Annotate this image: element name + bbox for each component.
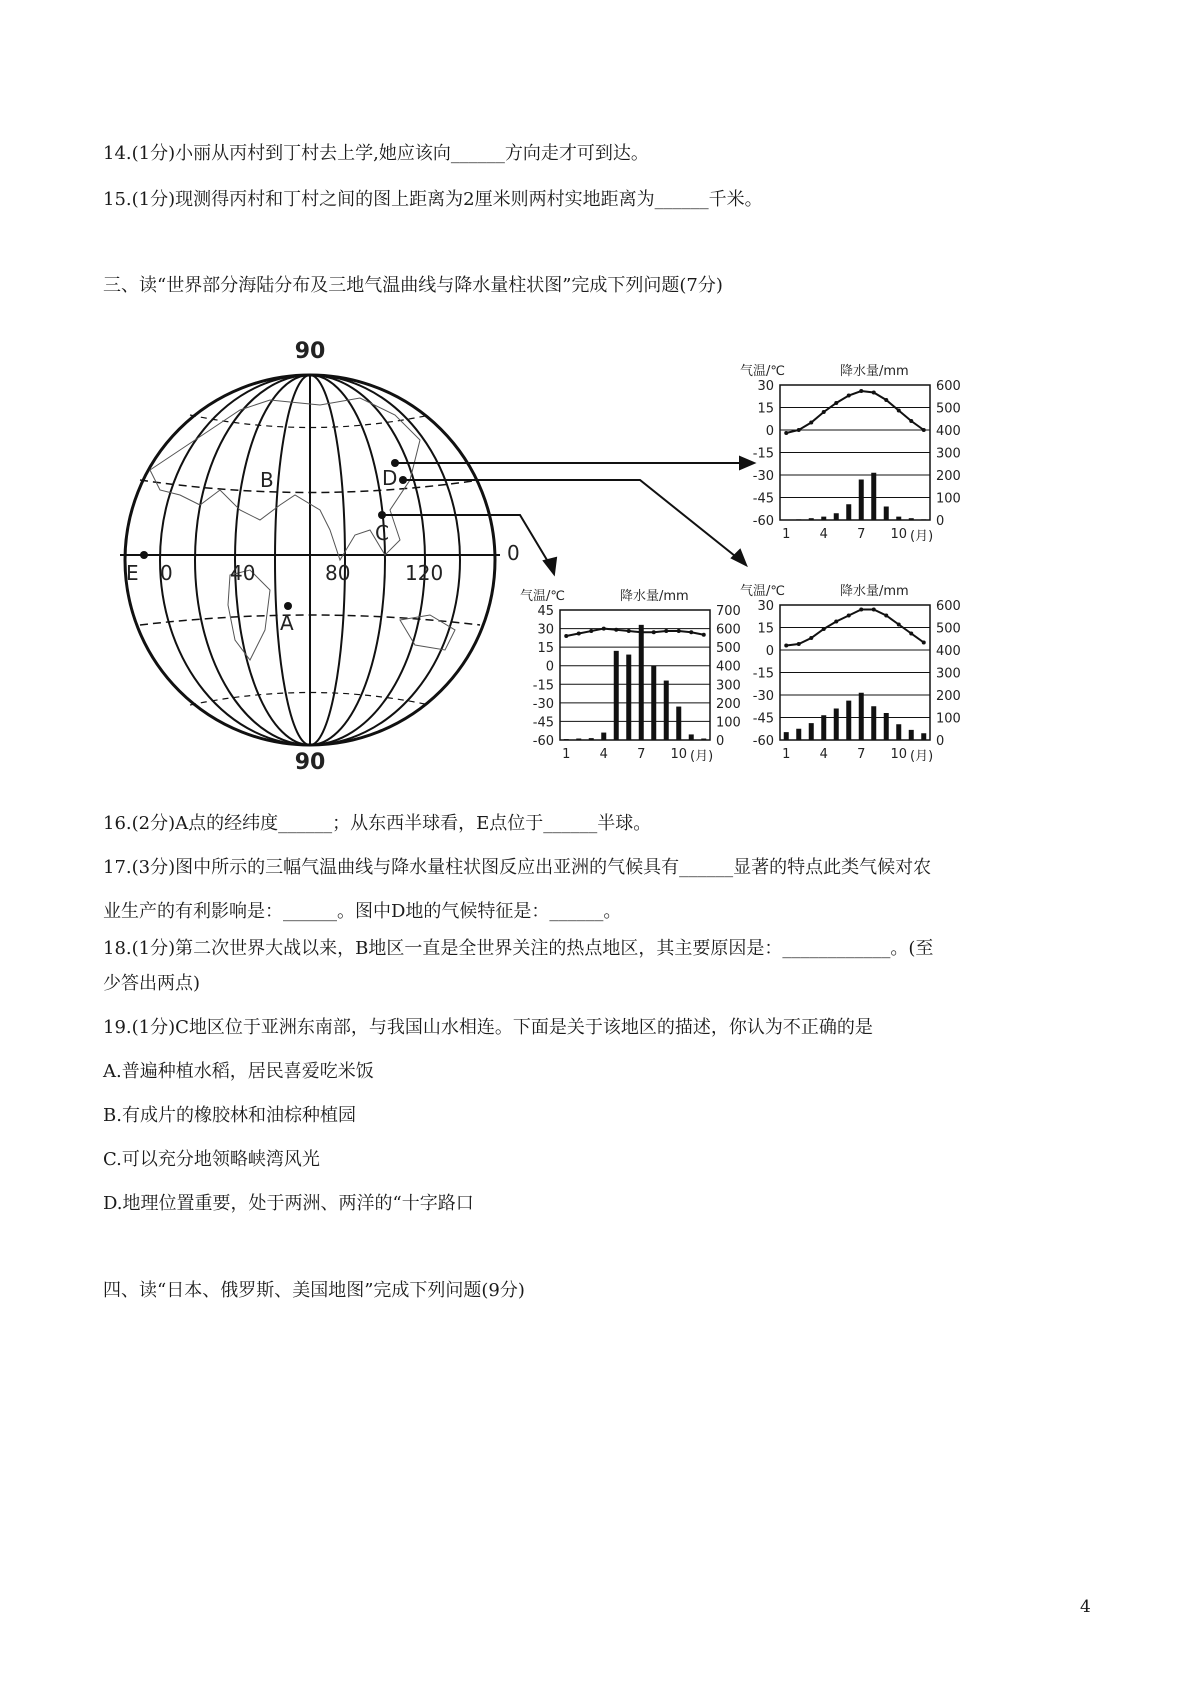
precipitation-bar <box>639 625 644 740</box>
month-tick-label: 1 <box>562 747 571 762</box>
precipitation-bar <box>576 739 581 740</box>
precipitation-tick-label: 500 <box>716 641 741 657</box>
temperature-point <box>822 627 826 631</box>
month-unit-label: (月) <box>910 749 934 764</box>
temperature-curve <box>566 629 704 636</box>
point-a-label: A <box>280 611 294 635</box>
precipitation-tick-label: 300 <box>936 446 961 462</box>
temperature-point <box>834 401 838 405</box>
temperature-point <box>614 628 618 632</box>
temperature-point <box>627 629 631 633</box>
month-unit-label: (月) <box>690 749 714 764</box>
temperature-point <box>797 642 801 646</box>
point-d-label: D <box>382 466 398 490</box>
temperature-point <box>677 629 681 633</box>
lon-label-0: 0 <box>160 561 173 585</box>
temperature-tick-label: -45 <box>752 491 774 507</box>
temperature-point <box>884 398 888 402</box>
precipitation-axis-label: 降水量/mm <box>840 584 909 599</box>
precipitation-tick-label: 500 <box>936 621 961 637</box>
precipitation-bar <box>809 518 814 520</box>
precipitation-bar <box>909 518 914 520</box>
precipitation-bar <box>871 706 876 740</box>
precipitation-bar <box>884 507 889 521</box>
question-19: 19.(1分)C地区位于亚洲东南部，与我国山水相连。下面是关于该地区的描述，你认为不正确的是 <box>103 1017 873 1038</box>
plot-frame <box>560 610 710 740</box>
precipitation-tick-label: 200 <box>936 469 961 484</box>
temperature-tick-label: -15 <box>752 666 774 682</box>
climate-chart-bottom-middle <box>520 588 741 764</box>
temperature-point <box>784 431 788 435</box>
precipitation-bar <box>821 715 826 740</box>
precipitation-bar <box>664 681 669 740</box>
temperature-point <box>909 632 913 636</box>
connector-arrows <box>382 457 754 574</box>
globe <box>120 339 520 775</box>
temperature-point <box>809 421 813 425</box>
precipitation-bar <box>859 693 864 740</box>
month-tick-label: 7 <box>857 747 866 762</box>
temperature-point <box>564 634 568 638</box>
month-tick-label: 10 <box>670 747 688 762</box>
precipitation-axis-label: 降水量/mm <box>840 364 909 379</box>
question-18-line-2: 少答出两点) <box>103 973 201 994</box>
precipitation-bar <box>846 504 851 520</box>
precipitation-tick-label: 200 <box>936 689 961 704</box>
precipitation-tick-label: 100 <box>716 715 741 731</box>
temperature-point <box>652 630 656 634</box>
climate-chart-top-right <box>740 363 961 544</box>
precipitation-bar <box>884 713 889 740</box>
temperature-point <box>664 629 668 633</box>
temperature-point <box>859 389 863 393</box>
precipitation-bar <box>626 655 631 740</box>
temperature-point <box>797 428 801 432</box>
temperature-point <box>922 428 926 432</box>
precipitation-tick-label: 0 <box>936 734 945 749</box>
option-b: B.有成片的橡胶林和油棕种植园 <box>103 1105 356 1126</box>
climate-chart-bottom-right <box>740 583 961 764</box>
temperature-point <box>602 627 606 631</box>
temperature-tick-label: 45 <box>537 604 554 619</box>
temperature-tick-label: -45 <box>752 711 774 727</box>
precipitation-tick-label: 600 <box>936 599 961 614</box>
precipitation-tick-label: 100 <box>936 711 961 727</box>
option-d: D.地理位置重要，处于两洲、两洋的“十字路口 <box>103 1193 474 1214</box>
temperature-tick-label: -15 <box>752 446 774 462</box>
temperature-tick-label: 0 <box>545 659 554 675</box>
temperature-point <box>909 419 913 423</box>
month-tick-label: 7 <box>857 527 866 542</box>
lon-label-80: 80 <box>325 561 351 585</box>
precipitation-bar <box>564 739 569 740</box>
temperature-tick-label: -60 <box>532 734 554 749</box>
question-15: 15.(1分)现测得丙村和丁村之间的图上距离为2厘米则两村实地距离为______千米。 <box>103 189 763 210</box>
precipitation-tick-label: 100 <box>936 491 961 507</box>
temperature-point <box>859 608 863 612</box>
temperature-axis-label: 气温/℃ <box>740 364 785 379</box>
precipitation-tick-label: 400 <box>936 644 961 659</box>
temperature-point <box>822 410 826 414</box>
temperature-point <box>897 409 901 413</box>
month-tick-label: 10 <box>890 527 908 542</box>
month-tick-label: 4 <box>819 747 828 762</box>
point-b-label: B <box>260 468 274 492</box>
precipitation-tick-label: 200 <box>716 696 741 712</box>
precipitation-bar <box>589 738 594 740</box>
precipitation-bar <box>796 729 801 740</box>
month-tick-label: 1 <box>782 527 791 542</box>
precipitation-tick-label: 300 <box>716 678 741 694</box>
question-18-line-1: 18.(1分)第二次世界大战以来，B地区一直是全世界关注的热点地区，其主要原因是：____________。(至 <box>103 938 934 959</box>
world-map-figure <box>120 339 1020 840</box>
precipitation-bar <box>921 733 926 740</box>
precipitation-tick-label: 300 <box>936 666 961 682</box>
temperature-tick-label: -60 <box>752 514 774 529</box>
temperature-tick-label: 0 <box>765 424 774 439</box>
temperature-tick-label: 30 <box>537 622 554 638</box>
precipitation-bar <box>796 519 801 520</box>
top-latitude-label: 90 <box>294 339 326 364</box>
precipitation-bar <box>821 517 826 520</box>
precipitation-bar <box>896 517 901 520</box>
temperature-tick-label: 15 <box>757 401 774 417</box>
lon-label-40: 40 <box>230 561 256 585</box>
precipitation-bar <box>689 734 694 740</box>
month-tick-label: 1 <box>782 747 791 762</box>
temperature-point <box>834 620 838 624</box>
month-tick-label: 4 <box>819 527 828 542</box>
temperature-point <box>897 623 901 627</box>
precipitation-bar <box>701 739 706 740</box>
precipitation-bar <box>834 513 839 520</box>
precipitation-bar <box>846 701 851 740</box>
precipitation-tick-label: 400 <box>716 659 741 675</box>
precipitation-tick-label: 600 <box>936 379 961 394</box>
precipitation-tick-label: 0 <box>716 734 725 749</box>
precipitation-axis-label: 降水量/mm <box>620 589 689 604</box>
temperature-axis-label: 气温/℃ <box>740 584 785 599</box>
precipitation-bar <box>601 733 606 740</box>
precipitation-bar <box>896 724 901 740</box>
precipitation-tick-label: 700 <box>716 604 741 619</box>
temperature-tick-label: -60 <box>752 734 774 749</box>
temperature-point <box>784 644 788 648</box>
month-tick-label: 7 <box>637 747 646 762</box>
precipitation-bar <box>921 519 926 520</box>
precipitation-tick-label: 600 <box>716 622 741 638</box>
temperature-tick-label: 15 <box>537 641 554 657</box>
month-tick-label: 10 <box>890 747 908 762</box>
temperature-tick-label: 15 <box>757 621 774 637</box>
precipitation-bar <box>859 480 864 521</box>
temperature-tick-label: -30 <box>752 689 774 704</box>
lon-label-120: 120 <box>405 561 444 585</box>
question-16: 16.(2分)A点的经纬度______；从东西半球看，E点位于______半球。 <box>103 813 652 834</box>
precipitation-bar <box>834 709 839 741</box>
temperature-point <box>872 391 876 395</box>
precipitation-bar <box>909 730 914 740</box>
question-14: 14.(1分)小丽从丙村到丁村去上学,她应该向______方向走才可到达。 <box>103 143 649 164</box>
section-3-heading: 三、读“世界部分海陆分布及三地气温曲线与降水量柱状图”完成下列问题(7分) <box>103 275 723 296</box>
precipitation-bar <box>784 732 789 740</box>
temperature-point <box>884 614 888 618</box>
option-a: A.普遍种植水稻，居民喜爱吃米饭 <box>103 1061 374 1082</box>
temperature-point <box>809 636 813 640</box>
temperature-point <box>702 633 706 637</box>
temperature-point <box>922 641 926 645</box>
temperature-point <box>872 608 876 612</box>
temperature-point <box>577 632 581 636</box>
temperature-curve <box>786 391 924 433</box>
precipitation-tick-label: 0 <box>936 514 945 529</box>
month-unit-label: (月) <box>910 529 934 544</box>
temperature-tick-label: 0 <box>765 644 774 659</box>
question-17-line-2: 业生产的有利影响是：______。图中D地的气候特征是：______。 <box>103 901 622 922</box>
temperature-tick-label: 30 <box>757 379 774 394</box>
temperature-tick-label: -30 <box>752 469 774 484</box>
precipitation-bar <box>614 651 619 740</box>
precipitation-tick-label: 500 <box>936 401 961 417</box>
precipitation-bar <box>809 723 814 740</box>
temperature-point <box>847 614 851 618</box>
section-4-heading: 四、读“日本、俄罗斯、美国地图”完成下列问题(9分) <box>103 1280 525 1301</box>
temperature-tick-label: -30 <box>532 696 554 712</box>
temperature-point <box>639 630 643 634</box>
point-c-label: C <box>375 521 389 545</box>
lon-label-right-0: 0 <box>507 541 520 565</box>
point-e-label: E <box>126 561 139 585</box>
page-number: 4 <box>1080 1597 1091 1617</box>
temperature-point <box>589 629 593 633</box>
month-tick-label: 4 <box>599 747 608 762</box>
option-c: C.可以充分地领略峡湾风光 <box>103 1149 320 1170</box>
bottom-latitude-label: 90 <box>294 750 326 775</box>
question-17-line-1: 17.(3分)图中所示的三幅气温曲线与降水量柱状图反应出亚洲的气候具有______显著的特点此类气候对农 <box>103 857 932 878</box>
precipitation-bar <box>676 707 681 740</box>
temperature-point <box>847 394 851 398</box>
temperature-tick-label: 30 <box>757 599 774 614</box>
precipitation-tick-label: 400 <box>936 424 961 439</box>
temperature-tick-label: -45 <box>532 715 554 731</box>
temperature-point <box>689 630 693 634</box>
precipitation-bar <box>871 473 876 520</box>
precipitation-bar <box>651 666 656 740</box>
temperature-axis-label: 气温/℃ <box>520 589 565 604</box>
temperature-tick-label: -15 <box>532 678 554 694</box>
